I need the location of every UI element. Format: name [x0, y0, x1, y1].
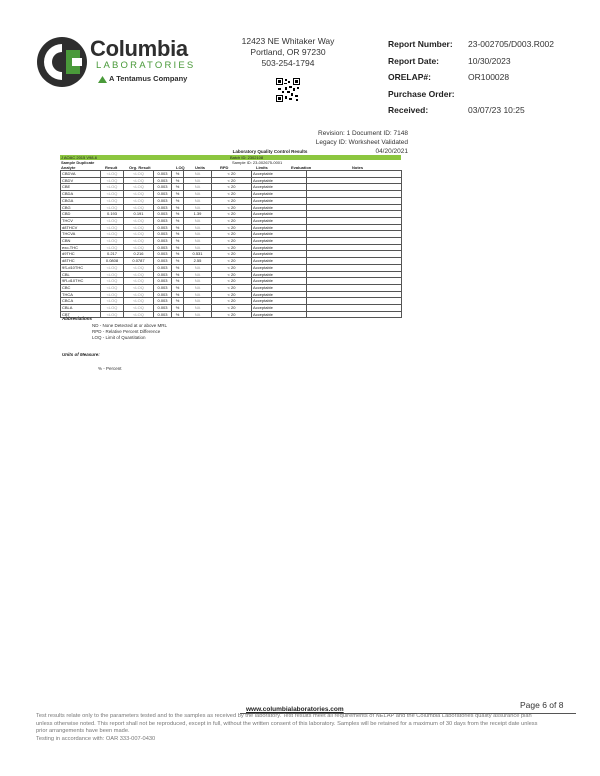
table-cell: < 20 — [212, 171, 252, 178]
table-cell: Acceptable — [252, 251, 307, 258]
table-cell: 9S-d10THC — [61, 264, 101, 271]
table-cell: < 20 — [212, 311, 252, 318]
table-cell: Acceptable — [252, 191, 307, 198]
table-cell: Acceptable — [252, 171, 307, 178]
table-cell: NA — [184, 311, 212, 318]
table-cell: % — [172, 224, 184, 231]
table-cell: NA — [184, 264, 212, 271]
table-cell: Acceptable — [252, 264, 307, 271]
table-cell: 0.003 — [154, 211, 172, 218]
table-cell: Acceptable — [252, 258, 307, 265]
table-cell: 0.003 — [154, 171, 172, 178]
table-cell: <LOQ — [101, 244, 124, 251]
table-cell: <LOQ — [124, 298, 154, 305]
table-row — [61, 204, 402, 211]
table-cell: < 20 — [212, 271, 252, 278]
table-cell: <LOQ — [124, 204, 154, 211]
website-link[interactable]: www.columbialaboratories.com — [246, 706, 344, 713]
table-cell: 0.003 — [154, 264, 172, 271]
table-cell: Acceptable — [252, 244, 307, 251]
table-cell: NA — [184, 184, 212, 191]
table-cell: < 20 — [212, 191, 252, 198]
table-cell: Acceptable — [252, 298, 307, 305]
table-cell: CBG — [61, 204, 101, 211]
table-cell: Acceptable — [252, 311, 307, 318]
table-cell — [307, 191, 402, 198]
table-cell: CBDVA — [61, 171, 101, 178]
table-cell: 0.003 — [154, 238, 172, 245]
table-row — [61, 171, 402, 178]
table-cell: <LOQ — [124, 217, 154, 224]
table-cell — [307, 244, 402, 251]
report-date: 10/30/2023 — [468, 55, 511, 66]
table-cell: % — [172, 177, 184, 184]
table-row — [61, 211, 402, 218]
table-row — [61, 177, 402, 184]
table-cell: <LOQ — [124, 284, 154, 291]
table-cell: 0.003 — [154, 204, 172, 211]
table-row — [61, 184, 402, 191]
table-row — [61, 217, 402, 224]
table-cell: <LOQ — [101, 204, 124, 211]
table-cell: % — [172, 311, 184, 318]
table-cell: < 20 — [212, 251, 252, 258]
table-cell: 0.003 — [154, 191, 172, 198]
table-cell: 0.003 — [154, 184, 172, 191]
table-cell: CBC — [61, 284, 101, 291]
table-cell: < 20 — [212, 177, 252, 184]
table-cell: % — [172, 278, 184, 285]
table-cell: Acceptable — [252, 305, 307, 312]
table-cell: <LOQ — [101, 197, 124, 204]
table-cell: d8THCV — [61, 224, 101, 231]
table-cell: <LOQ — [101, 191, 124, 198]
table-cell: < 20 — [212, 244, 252, 251]
table-cell: <LOQ — [101, 217, 124, 224]
table-cell: Acceptable — [252, 217, 307, 224]
table-cell — [307, 224, 402, 231]
table-row — [61, 258, 402, 265]
table-cell: <LOQ — [101, 171, 124, 178]
table-cell: CBGA — [61, 197, 101, 204]
table-cell: % — [172, 244, 184, 251]
table-cell — [307, 251, 402, 258]
table-cell: % — [172, 305, 184, 312]
table-cell: THCA — [61, 291, 101, 298]
table-cell — [307, 305, 402, 312]
table-cell: CBE — [61, 184, 101, 191]
table-cell: NA — [184, 278, 212, 285]
table-cell: % — [172, 204, 184, 211]
table-row — [61, 231, 402, 238]
header-evaluation: Evaluation — [291, 165, 312, 170]
table-row — [61, 244, 402, 251]
lab-address — [230, 36, 346, 69]
table-cell: CBN — [61, 238, 101, 245]
table-cell: % — [172, 291, 184, 298]
table-cell — [307, 171, 402, 178]
table-cell: Acceptable — [252, 211, 307, 218]
table-cell — [307, 184, 402, 191]
qc-batch-id: Batch ID: 2302108 — [230, 155, 264, 160]
table-row — [61, 271, 402, 278]
table-cell — [307, 271, 402, 278]
abbreviation-loq: LOQ - Limit of Quantitation — [92, 335, 146, 340]
table-cell: % — [172, 217, 184, 224]
header-org-result: Org. Result — [129, 165, 151, 170]
table-cell — [307, 284, 402, 291]
table-cell: <LOQ — [124, 264, 154, 271]
qc-title: Laboratory Quality Control Results — [232, 149, 308, 154]
table-cell: NA — [184, 271, 212, 278]
table-cell: CBCA — [61, 298, 101, 305]
table-cell: Acceptable — [252, 284, 307, 291]
table-cell: 2.55 — [184, 258, 212, 265]
qr-code-icon — [276, 78, 300, 102]
disclaimer-line-4: Testing in accordance with: OAR 333-007-0430 — [36, 735, 156, 742]
table-cell: NA — [184, 204, 212, 211]
table-cell: Acceptable — [252, 238, 307, 245]
table-cell: 0.193 — [101, 211, 124, 218]
table-cell: <LOQ — [101, 231, 124, 238]
table-cell: NA — [184, 217, 212, 224]
table-cell: <LOQ — [101, 264, 124, 271]
logo-tagline — [98, 74, 187, 83]
table-cell — [307, 298, 402, 305]
table-cell: <LOQ — [101, 238, 124, 245]
table-cell: % — [172, 284, 184, 291]
table-cell: <LOQ — [124, 231, 154, 238]
table-cell: <LOQ — [101, 177, 124, 184]
table-row — [61, 284, 402, 291]
table-cell: 0.003 — [154, 224, 172, 231]
table-cell: NA — [184, 191, 212, 198]
table-cell: Acceptable — [252, 204, 307, 211]
table-cell — [307, 311, 402, 318]
table-cell: < 20 — [212, 264, 252, 271]
table-cell: <LOQ — [124, 271, 154, 278]
table-cell — [307, 231, 402, 238]
table-cell: <LOQ — [101, 224, 124, 231]
table-cell: % — [172, 258, 184, 265]
table-cell: <LOQ — [124, 305, 154, 312]
table-cell: 0.003 — [154, 271, 172, 278]
table-cell: NA — [184, 291, 212, 298]
disclaimer-line-2: unless otherwise noted. This report shall not be reproduced, except in full, without the written consent of this laboratory. Samples will be retained for a maximum of 30 days from the receipt date unless — [36, 720, 538, 727]
table-cell: Acceptable — [252, 271, 307, 278]
table-cell: 0.216 — [124, 251, 154, 258]
report-number-label: Report Number: — [388, 39, 453, 49]
table-cell: CBL — [61, 271, 101, 278]
table-cell: 0.003 — [154, 278, 172, 285]
table-cell — [307, 217, 402, 224]
received-date: 03/07/23 10:25 — [468, 105, 525, 115]
units-item: % - Percent — [98, 366, 122, 371]
table-cell: CBLA — [61, 305, 101, 312]
table-cell: <LOQ — [101, 278, 124, 285]
table-row — [61, 291, 402, 298]
table-row — [61, 264, 402, 271]
table-cell: < 20 — [212, 291, 252, 298]
table-cell — [307, 211, 402, 218]
disclaimer-line-3: prior arrangements have been made. — [36, 728, 130, 734]
abbreviation-nd: ND - None Detected at or above MRL — [92, 323, 168, 328]
section-label: Sample Duplicate — [61, 160, 95, 165]
table-cell: <LOQ — [124, 238, 154, 245]
company-logo — [36, 36, 196, 90]
table-row — [61, 305, 402, 312]
table-cell: NA — [184, 284, 212, 291]
header-limits: Limits — [256, 165, 268, 170]
address-phone: 503-254-1794 — [261, 58, 315, 68]
table-cell: 0.0808 — [101, 258, 124, 265]
table-cell — [307, 177, 402, 184]
legacy-line: Legacy ID: Worksheet Validated 04/20/2021 — [315, 139, 408, 155]
table-cell: exo-THC — [61, 244, 101, 251]
table-cell: NA — [184, 298, 212, 305]
table-cell: <LOQ — [124, 311, 154, 318]
logo-subtitle: LABORATORIES — [96, 60, 196, 71]
table-cell: 1.39 — [184, 211, 212, 218]
table-cell: % — [172, 171, 184, 178]
table-cell: < 20 — [212, 211, 252, 218]
table-cell: CBDV — [61, 177, 101, 184]
table-cell — [307, 238, 402, 245]
table-cell: 0.003 — [154, 197, 172, 204]
disclaimer-line-1: Test results relate only to the parameters tested and to the samples as received by the laboratory. Test results meet all requirements of NELAP and the Columbia Laboratories quality assurance plan — [36, 713, 532, 719]
table-cell: 0.0787 — [124, 258, 154, 265]
logo-tagline-text: A Tentamus Company — [109, 74, 188, 83]
table-cell: < 20 — [212, 184, 252, 191]
table-cell: Acceptable — [252, 291, 307, 298]
report-info — [388, 36, 588, 119]
table-cell: <LOQ — [101, 284, 124, 291]
table-cell: 0.217 — [101, 251, 124, 258]
report-number: 23-002705/D003.R002 — [468, 39, 555, 49]
tentamus-mark-icon — [98, 76, 107, 83]
table-cell: % — [172, 264, 184, 271]
table-cell: <LOQ — [101, 311, 124, 318]
table-cell: < 20 — [212, 284, 252, 291]
table-cell: <LOQ — [124, 224, 154, 231]
table-cell: < 20 — [212, 231, 252, 238]
table-cell: NA — [184, 238, 212, 245]
header-loq: LOQ — [176, 165, 185, 170]
abbreviation-rpd: RPD - Relative Percent Difference — [92, 329, 161, 334]
table-cell: % — [172, 197, 184, 204]
table-cell: % — [172, 184, 184, 191]
table-row — [61, 251, 402, 258]
disclaimer — [36, 713, 576, 743]
table-cell: <LOQ — [101, 184, 124, 191]
table-cell: < 20 — [212, 258, 252, 265]
table-cell: < 20 — [212, 238, 252, 245]
units-heading: Units of Measure: — [62, 352, 100, 357]
table-cell: Acceptable — [252, 184, 307, 191]
table-cell: < 20 — [212, 278, 252, 285]
table-cell: <LOQ — [124, 291, 154, 298]
table-cell: 0.003 — [154, 244, 172, 251]
table-row — [61, 238, 402, 245]
table-cell: <LOQ — [124, 177, 154, 184]
table-cell: 0.003 — [154, 217, 172, 224]
header-notes: Notes — [352, 165, 364, 170]
table-cell: Acceptable — [252, 224, 307, 231]
report-date-label: Report Date: — [388, 55, 440, 66]
table-cell: % — [172, 298, 184, 305]
table-cell: NA — [184, 244, 212, 251]
table-cell: THCVA — [61, 231, 101, 238]
table-cell: <LOQ — [124, 191, 154, 198]
table-cell: 0.003 — [154, 284, 172, 291]
abbreviations-list — [92, 323, 167, 341]
table-cell: % — [172, 191, 184, 198]
table-cell: <LOQ — [124, 244, 154, 251]
table-row — [61, 224, 402, 231]
columbia-logo-icon — [36, 36, 88, 88]
table-cell: THCV — [61, 217, 101, 224]
abbreviations-heading: Abbreviations — [62, 316, 93, 321]
table-cell: < 20 — [212, 204, 252, 211]
table-cell: Acceptable — [252, 177, 307, 184]
table-cell: 0.191 — [124, 211, 154, 218]
table-cell: 0.003 — [154, 231, 172, 238]
table-cell: Acceptable — [252, 278, 307, 285]
table-cell: NA — [184, 231, 212, 238]
table-cell: % — [172, 231, 184, 238]
table-cell: <LOQ — [124, 184, 154, 191]
qc-method: J AOAC 2015 V98-6 — [61, 155, 98, 160]
table-cell: 0.003 — [154, 258, 172, 265]
table-cell — [307, 258, 402, 265]
table-cell: 9R-d10THC — [61, 278, 101, 285]
table-cell — [307, 197, 402, 204]
table-cell: 0.003 — [154, 305, 172, 312]
table-cell: < 20 — [212, 305, 252, 312]
table-cell: <LOQ — [101, 305, 124, 312]
table-cell: % — [172, 211, 184, 218]
table-cell: NA — [184, 197, 212, 204]
table-cell: <LOQ — [101, 271, 124, 278]
table-cell: < 20 — [212, 298, 252, 305]
table-cell: CBT — [61, 311, 101, 318]
orelap-number: OR100028 — [468, 72, 510, 82]
received-label: Received: — [388, 105, 429, 115]
revision-line: Revision: 1 Document ID: 7148 — [318, 130, 408, 137]
table-row — [61, 197, 402, 204]
table-row — [61, 311, 402, 318]
table-cell: Acceptable — [252, 231, 307, 238]
table-cell: NA — [184, 171, 212, 178]
purchase-order-label: Purchase Order: — [388, 88, 455, 99]
header-rpd: RPD — [220, 165, 229, 170]
table-cell: <LOQ — [101, 291, 124, 298]
table-cell — [307, 264, 402, 271]
table-row — [61, 191, 402, 198]
table-cell: NA — [184, 305, 212, 312]
table-cell: < 20 — [212, 197, 252, 204]
page-number: Page 6 of 8 — [520, 700, 564, 710]
table-cell: d9THC — [61, 251, 101, 258]
table-cell: 0.003 — [154, 291, 172, 298]
table-cell: <LOQ — [124, 197, 154, 204]
table-cell: 0.003 — [154, 298, 172, 305]
table-cell — [307, 278, 402, 285]
table-cell: d8THC — [61, 258, 101, 265]
table-cell: % — [172, 251, 184, 258]
table-cell: CBD — [61, 211, 101, 218]
table-cell: 0.003 — [154, 311, 172, 318]
address-line-1: 12423 NE Whitaker Way — [241, 36, 335, 46]
logo-name: Columbia — [90, 36, 188, 61]
table-cell: Acceptable — [252, 197, 307, 204]
orelap-label: ORELAP#: — [388, 72, 431, 82]
sample-id: Sample ID: 23-002675-0001 — [232, 160, 283, 165]
table-cell: 0.003 — [154, 177, 172, 184]
table-cell — [307, 291, 402, 298]
table-cell: CBDA — [61, 191, 101, 198]
table-cell: NA — [184, 224, 212, 231]
table-cell: 0.531 — [184, 251, 212, 258]
header-units: Units — [195, 165, 205, 170]
header-result: Result — [105, 165, 118, 170]
table-cell: % — [172, 271, 184, 278]
address-line-2: Portland, OR 97230 — [250, 47, 326, 57]
table-row — [61, 298, 402, 305]
qc-table — [60, 170, 402, 318]
header-analyte: Analyte — [61, 165, 76, 170]
table-cell: 0.003 — [154, 251, 172, 258]
table-cell: <LOQ — [124, 171, 154, 178]
table-cell: <LOQ — [101, 298, 124, 305]
table-row — [61, 278, 402, 285]
table-cell: NA — [184, 177, 212, 184]
table-cell: < 20 — [212, 224, 252, 231]
table-cell — [307, 204, 402, 211]
table-cell: <LOQ — [124, 278, 154, 285]
table-cell: < 20 — [212, 217, 252, 224]
table-cell: % — [172, 238, 184, 245]
